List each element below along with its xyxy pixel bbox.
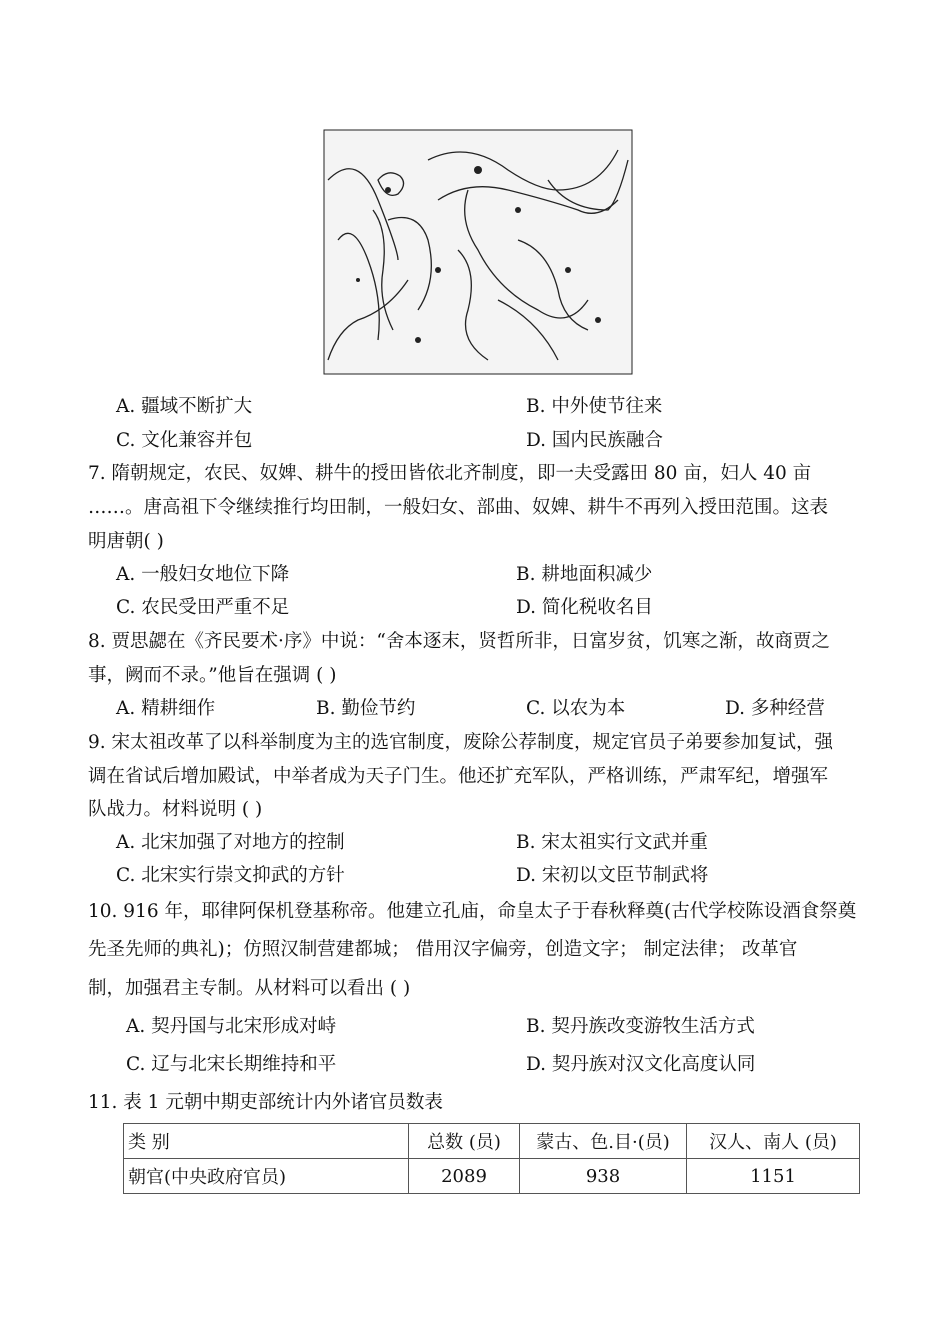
q7-option-c: C. 农民受田严重不足 <box>116 597 290 618</box>
q10-option-d: D. 契丹族对汉文化高度认同 <box>526 1054 756 1075</box>
q8-option-d: D. 多种经营 <box>725 698 825 719</box>
q11-title: 11. 表 1 元朝中期吏部统计内外诸官员数表 <box>88 1092 443 1113</box>
q6-option-c: C. 文化兼容并包 <box>116 430 253 451</box>
q9-option-a: A. 北宋加强了对地方的控制 <box>116 832 345 853</box>
q9-line-3: 队战力。材料说明 ( ) <box>88 799 263 820</box>
q8-option-c: C. 以农为本 <box>526 698 626 719</box>
table-header-mongol-semu: 蒙古、色.目·(员) <box>520 1124 687 1159</box>
q7-option-b: B. 耕地面积减少 <box>516 564 653 585</box>
q7-line-1: 7. 隋朝规定，农民、奴婢、耕牛的授田皆依北齐制度，即一夫受露田 80 亩，妇人 40 亩 <box>88 463 812 484</box>
q10-line-1: 10. 916 年，耶律阿保机登基称帝。他建立孔庙，命皇太子于春秋释奠(古代学校陈设酒食祭奠 <box>88 901 857 922</box>
table-cell-total: 2089 <box>409 1159 520 1194</box>
q9-option-c: C. 北宋实行崇文抑武的方针 <box>116 865 345 886</box>
q8-option-a: A. 精耕细作 <box>116 698 216 719</box>
q10-option-b: B. 契丹族改变游牧生活方式 <box>526 1016 755 1037</box>
q7-line-2: ……。唐高祖下令继续推行均田制，一般妇女、部曲、奴婢、耕牛不再列入授田范围。这表 <box>88 497 829 518</box>
q9-line-2: 调在省试后增加殿试，中举者成为天子门生。他还扩充军队，严格训练，严肃军纪，增强军 <box>88 766 829 787</box>
q6-option-a: A. 疆域不断扩大 <box>116 396 253 417</box>
official-count-table <box>123 1123 860 1194</box>
q6-option-d: D. 国内民族融合 <box>526 430 663 451</box>
table-header-han-nanren: 汉人、南人 (员) <box>687 1124 860 1159</box>
q10-option-c: C. 辽与北宋长期维持和平 <box>126 1054 337 1075</box>
table-cell-mongol-semu: 938 <box>520 1159 687 1194</box>
historical-illustration <box>318 120 636 376</box>
q7-option-a: A. 一般妇女地位下降 <box>116 564 290 585</box>
q8-option-b: B. 勤俭节约 <box>316 698 416 719</box>
table-cell-category: 朝官(中央政府官员) <box>124 1159 409 1194</box>
table-header-total: 总数 (员) <box>409 1124 520 1159</box>
q6-option-b: B. 中外使节往来 <box>526 396 663 417</box>
q10-line-3: 制，加强君主专制。从材料可以看出 ( ) <box>88 978 411 999</box>
q8-line-1: 8. 贾思勰在《齐民要术·序》中说：“舍本逐末，贤哲所非，日富岁贫，饥寒之渐，故商贾之 <box>88 631 830 652</box>
q7-line-3: 明唐朝( ) <box>88 531 164 552</box>
table-header-category: 类 别 <box>124 1124 409 1159</box>
q8-line-2: 事，阙而不录。”他旨在强调 ( ) <box>88 665 337 686</box>
q9-option-d: D. 宋初以文臣节制武将 <box>516 865 709 886</box>
q10-option-a: A. 契丹国与北宋形成对峙 <box>126 1016 337 1037</box>
q7-option-d: D. 简化税收名目 <box>516 597 653 618</box>
q9-option-b: B. 宋太祖实行文武并重 <box>516 832 708 853</box>
q9-line-1: 9. 宋太祖改革了以科举制度为主的选官制度，废除公荐制度，规定官员子弟要参加复试，强 <box>88 732 834 753</box>
table-row <box>124 1159 860 1194</box>
table-cell-han-nanren: 1151 <box>687 1159 860 1194</box>
table-header-row <box>124 1124 860 1159</box>
q10-line-2: 先圣先师的典礼)；仿照汉制营建都城； 借用汉字偏旁，创造文字； 制定法律； 改革官 <box>88 939 798 960</box>
